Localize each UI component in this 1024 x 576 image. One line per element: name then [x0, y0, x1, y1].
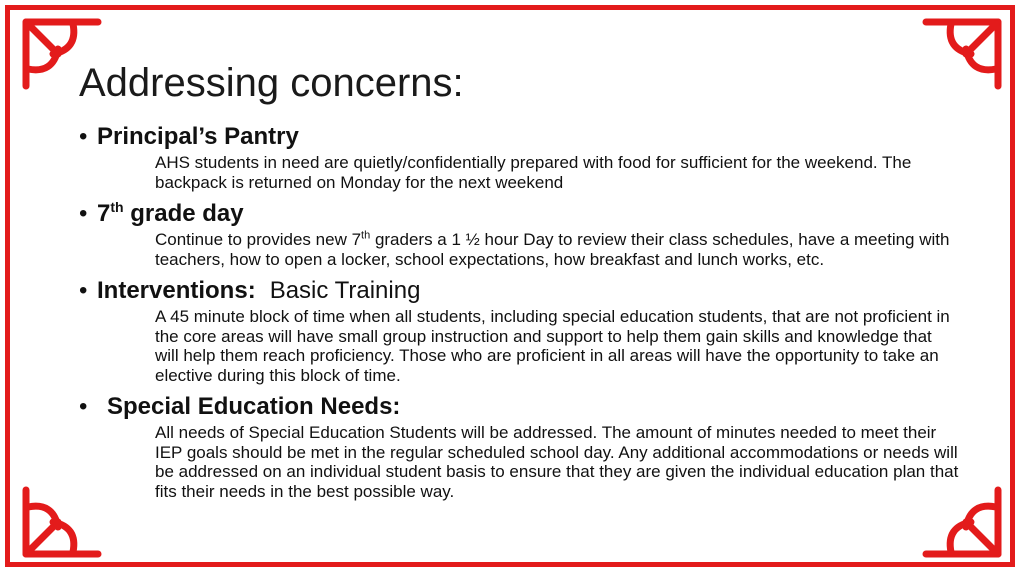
heading-text: Special Education Needs:	[107, 393, 401, 420]
bullet-heading-7th-grade-day	[79, 198, 959, 230]
heading-superscript: th	[110, 199, 124, 215]
bullet-dot: •	[79, 200, 88, 227]
body-superscript: th	[361, 229, 371, 242]
corner-ornament-top-right	[916, 14, 1006, 94]
body-special-education: All needs of Special Education Students will be addressed. The amount of minutes needed to meet their IEP goals should be met in the regular scheduled school day. Any additional accommodations or needs will be addressed on an individual student basis to ensure that they are given the individual education plan that fits their needs in the best possible way.	[155, 423, 959, 501]
slide-title: Addressing concerns:	[79, 61, 464, 105]
heading-text: Principal’s Pantry	[97, 123, 299, 150]
heading-text	[97, 198, 244, 230]
body-interventions: A 45 minute block of time when all students, including special education students, that are not proficient in the core areas will have small group instruction and support to help them gain skills and knowledge that will help them reach proficiency. Those who are proficient in all areas will have the opportunity to take an elective during this block of time.	[155, 307, 950, 385]
body-rest: graders a 1 ½ hour Day to review their class schedules, have a meeting with teachers, how to open a locker, school expectations, how breakfast and lunch works, etc.	[155, 230, 950, 269]
bullet-dot: •	[79, 393, 88, 420]
body-start: Continue to provides new 7	[155, 230, 362, 249]
body-7th-grade-day	[155, 230, 959, 269]
heading-rest: grade day	[123, 200, 244, 227]
bullet-heading-interventions	[79, 275, 959, 307]
heading-text: Interventions:	[97, 277, 256, 304]
bullet-list	[79, 121, 959, 507]
bullet-dot: •	[79, 277, 88, 304]
bullet-dot: •	[79, 123, 88, 150]
heading-subtitle: Basic Training	[269, 277, 421, 304]
bullet-heading-pantry	[79, 121, 959, 153]
bullet-heading-special-education	[79, 391, 959, 423]
body-pantry: AHS students in need are quietly/confidentially prepared with food for sufficient for the weekend. The backpack is returned on Monday for the next weekend	[155, 153, 912, 192]
heading-number: 7	[97, 200, 111, 227]
